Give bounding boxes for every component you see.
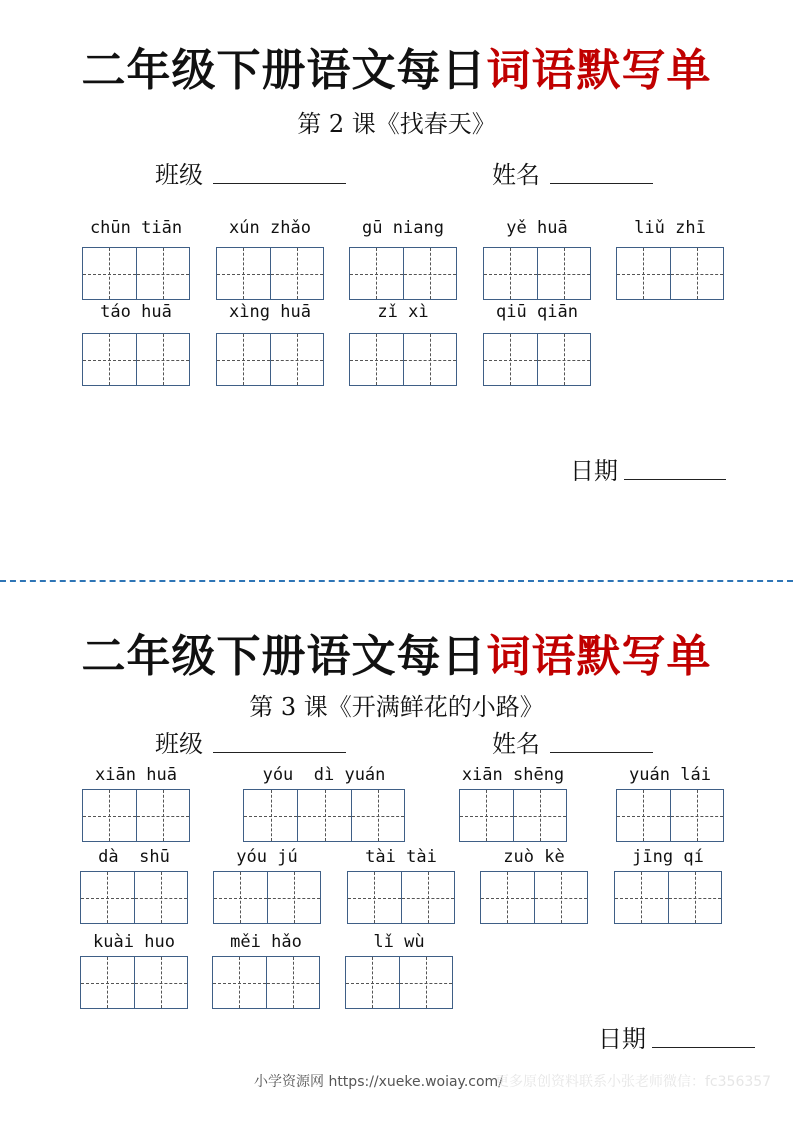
pinyin-label: dà shū: [98, 847, 170, 867]
tianzige-cell[interactable]: [83, 334, 136, 385]
tianzige-cell[interactable]: [399, 957, 452, 1008]
writing-grid[interactable]: [212, 956, 320, 1009]
tianzige-cell[interactable]: [136, 790, 189, 841]
tianzige-cell[interactable]: [403, 334, 456, 385]
writing-grid[interactable]: [82, 247, 190, 300]
title-red: 词语默写单: [486, 631, 712, 682]
class-label: 班级: [155, 730, 203, 758]
pinyin-label: tài tài: [365, 847, 437, 867]
writing-grid[interactable]: [616, 789, 724, 842]
title-black: 二年级下册语文每日: [81, 45, 487, 96]
section-2-title: [0, 620, 793, 684]
class-label: 班级: [155, 161, 203, 189]
name-label: 姓名: [492, 730, 540, 758]
date-label: 日期: [598, 1025, 646, 1053]
tianzige-cell[interactable]: [481, 872, 534, 923]
pinyin-label: kuài huo: [93, 932, 175, 952]
pinyin-label: lǐ wù: [373, 932, 425, 952]
writing-grid[interactable]: [616, 247, 724, 300]
writing-grid[interactable]: [614, 871, 722, 924]
tianzige-cell[interactable]: [513, 790, 566, 841]
tianzige-cell[interactable]: [460, 790, 513, 841]
date-label: 日期: [570, 457, 618, 485]
tianzige-cell[interactable]: [668, 872, 721, 923]
writing-grid[interactable]: [483, 247, 591, 300]
tianzige-cell[interactable]: [534, 872, 587, 923]
tianzige-cell[interactable]: [537, 334, 590, 385]
writing-grid[interactable]: [243, 789, 405, 842]
pinyin-label: zuò kè: [503, 847, 565, 867]
tianzige-cell[interactable]: [348, 872, 401, 923]
writing-grid[interactable]: [213, 871, 321, 924]
tianzige-cell[interactable]: [83, 248, 136, 299]
section-2-subtitle: 第 3 课《开满鲜花的小路》: [249, 693, 544, 721]
tianzige-cell[interactable]: [214, 872, 267, 923]
writing-grid[interactable]: [216, 247, 324, 300]
pinyin-label: qiū qiān: [496, 302, 578, 322]
pinyin-label: měi hǎo: [230, 932, 302, 952]
title-black: 二年级下册语文每日: [81, 631, 487, 682]
tianzige-cell[interactable]: [267, 872, 320, 923]
writing-grid[interactable]: [80, 956, 188, 1009]
tianzige-cell[interactable]: [351, 790, 404, 841]
pinyin-label: liǔ zhī: [634, 218, 706, 238]
title-red: 词语默写单: [486, 45, 712, 96]
tianzige-cell[interactable]: [403, 248, 456, 299]
tianzige-cell[interactable]: [297, 790, 350, 841]
tianzige-cell[interactable]: [134, 957, 187, 1008]
tianzige-cell[interactable]: [401, 872, 454, 923]
tianzige-cell[interactable]: [213, 957, 266, 1008]
tianzige-cell[interactable]: [484, 248, 537, 299]
writing-grid[interactable]: [480, 871, 588, 924]
section-1-title: [0, 34, 793, 98]
cut-line-divider: [0, 580, 793, 582]
pinyin-label: zǐ xì: [377, 302, 429, 322]
writing-grid[interactable]: [82, 333, 190, 386]
pinyin-label: yě huā: [506, 218, 568, 238]
writing-grid[interactable]: [349, 333, 457, 386]
tianzige-cell[interactable]: [266, 957, 319, 1008]
name-field[interactable]: [550, 752, 653, 753]
writing-grid[interactable]: [345, 956, 453, 1009]
footer-source: 小学资源网 https://xueke.woiay.com/: [254, 1074, 503, 1090]
name-field[interactable]: [550, 183, 653, 184]
writing-grid[interactable]: [483, 333, 591, 386]
tianzige-cell[interactable]: [81, 957, 134, 1008]
class-field[interactable]: [213, 183, 346, 184]
pinyin-label: yuán lái: [629, 765, 711, 785]
writing-grid[interactable]: [459, 789, 567, 842]
tianzige-cell[interactable]: [244, 790, 297, 841]
name-label: 姓名: [492, 161, 540, 189]
class-field[interactable]: [213, 752, 346, 753]
section-1-subtitle: 第 2 课《找春天》: [297, 110, 496, 138]
tianzige-cell[interactable]: [81, 872, 134, 923]
tianzige-cell[interactable]: [617, 790, 670, 841]
pinyin-label: xiān huā: [95, 765, 177, 785]
pinyin-label: jīng qí: [632, 847, 704, 867]
tianzige-cell[interactable]: [350, 334, 403, 385]
tianzige-cell[interactable]: [670, 248, 723, 299]
tianzige-cell[interactable]: [617, 248, 670, 299]
tianzige-cell[interactable]: [136, 334, 189, 385]
tianzige-cell[interactable]: [217, 248, 270, 299]
pinyin-label: gū niang: [362, 218, 444, 238]
tianzige-cell[interactable]: [136, 248, 189, 299]
pinyin-label: táo huā: [100, 302, 172, 322]
tianzige-cell[interactable]: [670, 790, 723, 841]
tianzige-cell[interactable]: [270, 248, 323, 299]
tianzige-cell[interactable]: [350, 248, 403, 299]
pinyin-label: xún zhǎo: [229, 218, 311, 238]
tianzige-cell[interactable]: [346, 957, 399, 1008]
tianzige-cell[interactable]: [270, 334, 323, 385]
writing-grid[interactable]: [80, 871, 188, 924]
tianzige-cell[interactable]: [134, 872, 187, 923]
pinyin-label: xìng huā: [229, 302, 311, 322]
tianzige-cell[interactable]: [484, 334, 537, 385]
writing-grid[interactable]: [349, 247, 457, 300]
date-field[interactable]: [652, 1047, 755, 1048]
watermark: 更多原创资料联系小张老师微信：fc356357: [495, 1074, 772, 1090]
tianzige-cell[interactable]: [537, 248, 590, 299]
pinyin-label: xiān shēng: [461, 765, 565, 785]
tianzige-cell[interactable]: [217, 334, 270, 385]
writing-grid[interactable]: [82, 789, 190, 842]
date-field[interactable]: [624, 479, 726, 480]
pinyin-label: yóu jú: [236, 847, 298, 867]
writing-grid[interactable]: [216, 333, 324, 386]
tianzige-cell[interactable]: [83, 790, 136, 841]
pinyin-label: yóu dì yuán: [262, 765, 386, 785]
writing-grid[interactable]: [347, 871, 455, 924]
pinyin-label: chūn tiān: [89, 218, 183, 238]
tianzige-cell[interactable]: [615, 872, 668, 923]
